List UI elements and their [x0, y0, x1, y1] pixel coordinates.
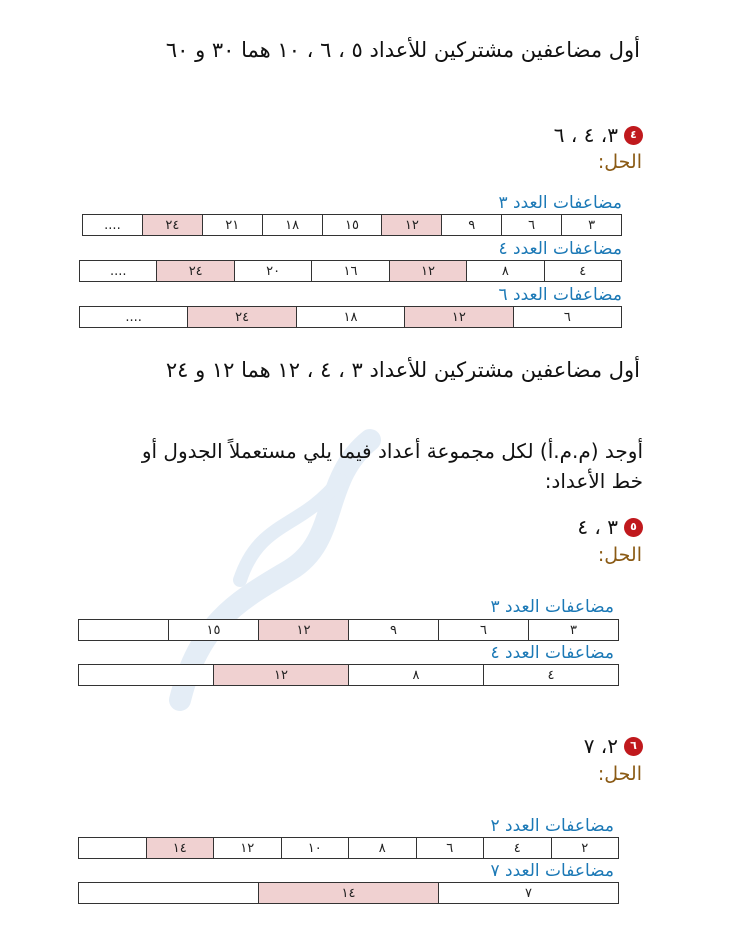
question-numbers: ٢، ٧: [583, 734, 618, 758]
table-label: مضاعفات العدد ٦: [498, 285, 622, 305]
table-cell: ٧: [438, 883, 618, 903]
q4-conclusion: أول مضاعفين مشتركين للأعداد ٣ ، ٤ ، ١٢ هما ١٢ و ٢٤: [165, 358, 640, 382]
table-cell: ١٤: [258, 883, 438, 903]
table-cell: ٩: [441, 215, 501, 235]
table-cell: ١٨: [262, 215, 322, 235]
table-cell: ١٢: [404, 307, 512, 327]
table-cell: ٦: [416, 838, 484, 858]
multiples-table-4: [79, 260, 622, 282]
table-cell: ٤: [483, 665, 618, 685]
table-cell: ٣: [528, 620, 618, 640]
table-cell: ١٤: [146, 838, 214, 858]
question-6-header: [584, 733, 643, 759]
table-cell: ٨: [348, 838, 416, 858]
table-cell: ٢٠: [234, 261, 311, 281]
question-numbers: ٣ ، ٤: [577, 515, 618, 539]
table-cell: ١٢: [381, 215, 441, 235]
question-numbers: ٣، ٤ ، ٦: [553, 123, 618, 147]
solution-label: الحل:: [597, 151, 642, 173]
multiples-table-7: [78, 882, 619, 904]
table-cell: ١٢: [389, 261, 466, 281]
table-label: مضاعفات العدد ٣: [490, 597, 614, 617]
multiples-table-3: [82, 214, 622, 236]
question-4-header: [554, 122, 643, 148]
table-cell: ٢١: [202, 215, 262, 235]
table-label: مضاعفات العدد ٤: [498, 239, 622, 259]
table-cell: ٦: [438, 620, 528, 640]
table-cell: ٤: [544, 261, 621, 281]
table-cell: ٦: [513, 307, 621, 327]
table-cell: [79, 665, 213, 685]
question-number-badge: ٦: [624, 737, 643, 756]
multiples-table-3: [78, 619, 619, 641]
table-label: مضاعفات العدد ٢: [490, 816, 614, 836]
table-cell: ١٨: [296, 307, 404, 327]
table-cell: ٨: [466, 261, 543, 281]
table-label: مضاعفات العدد ٧: [490, 861, 614, 881]
table-cell: ١٠: [281, 838, 349, 858]
solution-label: الحل:: [597, 544, 642, 566]
table-cell: ٤: [483, 838, 551, 858]
table-cell: ٢٤: [156, 261, 233, 281]
question-number-badge: ٤: [624, 126, 643, 145]
table-cell: ....: [104, 217, 121, 233]
table-cell: ١٥: [322, 215, 382, 235]
multiples-table-2: [78, 837, 619, 859]
table-cell: ٩: [348, 620, 438, 640]
multiples-table-6: [79, 306, 622, 328]
table-cell: [79, 883, 258, 903]
table-cell: ٢٤: [142, 215, 202, 235]
table-cell: ٨: [348, 665, 483, 685]
table-cell: ١٢: [213, 838, 281, 858]
intro-statement: أول مضاعفين مشتركين للأعداد ٥ ، ٦ ، ١٠ هما ٣٠ و ٦٠: [165, 38, 640, 62]
instruction-text: أوجد (م.م.أ) لكل مجموعة أعداد فيما يلي مستعملاً الجدول أو خط الأعداد:: [141, 439, 643, 493]
table-label: مضاعفات العدد ٣: [498, 193, 622, 213]
table-cell: [79, 620, 168, 640]
table-cell: ....: [110, 263, 127, 279]
question-number-badge: ٥: [624, 518, 643, 537]
table-cell: ٢٤: [187, 307, 295, 327]
multiples-table-4: [78, 664, 619, 686]
table-cell: ١٦: [311, 261, 388, 281]
table-cell: ١٢: [213, 665, 348, 685]
table-cell: ٢: [551, 838, 619, 858]
question-5-header: [577, 514, 643, 540]
table-cell: [79, 838, 146, 858]
table-cell: ١٢: [258, 620, 348, 640]
table-cell: ....: [125, 309, 142, 325]
table-cell: ١٥: [168, 620, 258, 640]
table-cell: ٣: [561, 215, 621, 235]
solution-label: الحل:: [597, 763, 642, 785]
table-cell: ٦: [501, 215, 561, 235]
table-label: مضاعفات العدد ٤: [490, 643, 614, 663]
